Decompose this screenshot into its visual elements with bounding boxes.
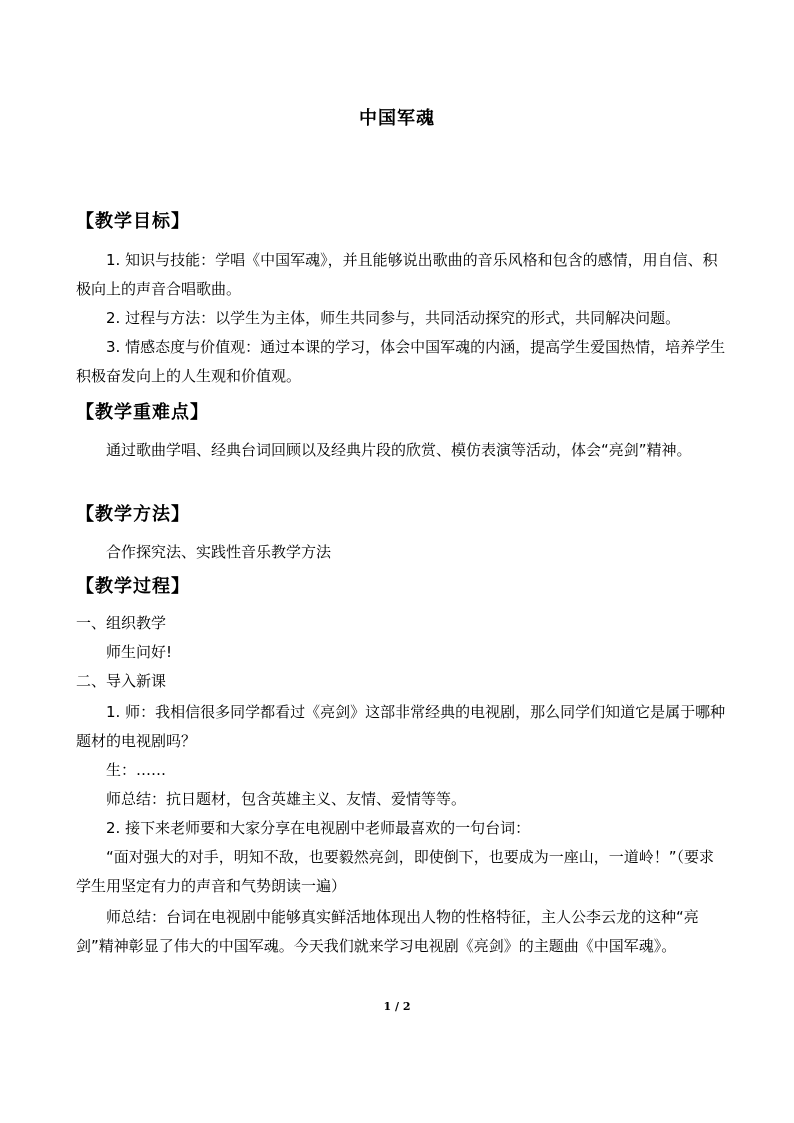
heading-key-points: 【教学重难点】	[76, 402, 209, 423]
teacher-summary-1: 师总结：抗日题材，包含英雄主义、友情、爱情等等。	[106, 790, 467, 808]
goal-item-2: 2. 过程与方法：以学生为主体，师生共同参与，共同活动探究的形式，共同解决问题。	[106, 309, 681, 327]
quote-line: “面对强大的对手，明知不敌，也要毅然亮剑，即使倒下，也要成为一座山，一道岭！”（要求学生用坚定有力的声音和气势朗读一遍）	[76, 848, 715, 895]
goal-item-3: 3. 情感态度与价值观：通过本课的学习，体会中国军魂的内涵，提高学生爱国热情，培养学生积极奋发向上的人生观和价值观。	[76, 338, 726, 385]
process-step-2-title: 二、导入新课	[76, 672, 167, 690]
heading-teaching-process: 【教学过程】	[76, 576, 190, 597]
process-step-1-text: 师生问好!	[106, 643, 173, 661]
heading-teaching-goals: 【教学目标】	[76, 211, 190, 232]
goal-item-1: 1. 知识与技能：学唱《中国军魂》，并且能够说出歌曲的音乐风格和包含的感情，用自信、积极向上的声音合唱歌曲。	[76, 251, 718, 298]
key-points-text: 通过歌曲学唱、经典台词回顾以及经典片段的欣赏、模仿表演等活动，体会“亮剑”精神。	[106, 441, 692, 459]
question-2: 2. 接下来老师要和大家分享在电视剧中老师最喜欢的一句台词：	[106, 819, 531, 837]
document-title: 中国军魂	[359, 108, 435, 129]
teacher-summary-2: 师总结：台词在电视剧中能够真实鲜活地体现出人物的性格特征，主人公李云龙的这种“亮剑”精神彰显了伟大的中国军魂。今天我们就来学习电视剧《亮剑》的主题曲《中国军魂》。	[76, 908, 699, 955]
page-number: 1 / 2	[383, 1000, 411, 1013]
methods-text: 合作探究法、实践性音乐教学方法	[106, 543, 332, 561]
heading-teaching-methods: 【教学方法】	[76, 504, 190, 525]
question-1: 1. 师：我相信很多同学都看过《亮剑》这部非常经典的电视剧，那么同学们知道它是属于哪种题材的电视剧吗？	[76, 703, 726, 750]
process-step-1-title: 一、组织教学	[76, 614, 167, 632]
student-response: 生：……	[106, 761, 167, 779]
